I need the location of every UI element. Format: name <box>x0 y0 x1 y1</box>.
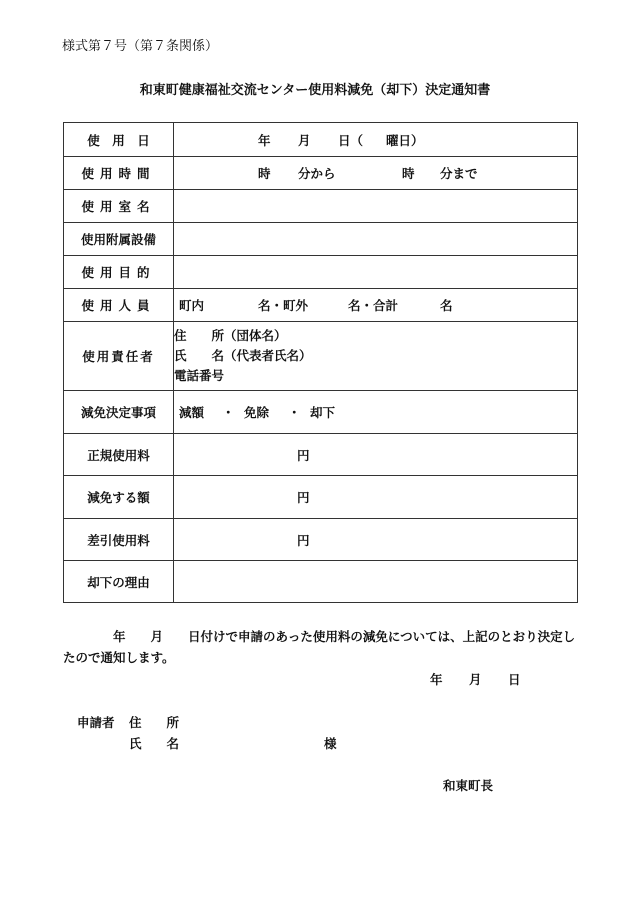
label-use-time: 使用時間 <box>64 157 174 190</box>
label-equipment: 使用附属設備 <box>64 223 174 256</box>
value-decision <box>174 391 578 434</box>
value-purpose <box>174 256 578 289</box>
reduction-unit: 円 <box>297 490 310 505</box>
label-responsible: 使用責任者 <box>64 322 174 391</box>
decision-reject: 却下 <box>310 405 336 420</box>
row-purpose <box>64 256 578 289</box>
net-fee-unit: 円 <box>297 532 310 548</box>
use-date-weekday: 曜日） <box>386 132 424 148</box>
regular-fee-unit: 円 <box>297 447 310 463</box>
issuer-title: 和東町長 <box>443 778 494 793</box>
row-equipment <box>64 223 578 256</box>
responsible-name: 氏 名（代表者氏名） <box>174 348 312 363</box>
attendees-outside: 名・町外 <box>258 298 309 313</box>
use-time-hour-to: 時 <box>402 166 415 181</box>
value-responsible <box>174 322 578 391</box>
attendees-total: 名・合計 <box>348 298 399 313</box>
row-reason <box>64 561 578 603</box>
row-decision <box>64 391 578 434</box>
label-reduction: 減免する額 <box>64 476 174 519</box>
row-responsible <box>64 322 578 391</box>
decision-reduce: 減額 <box>179 405 205 420</box>
value-reduction <box>174 476 578 519</box>
use-date-day: 日（ <box>338 132 364 148</box>
applicant-label: 申請者 <box>77 715 115 730</box>
notice-date-year: 年 <box>430 672 443 687</box>
value-regular-fee <box>174 434 578 476</box>
use-time-from: 分から <box>298 166 336 181</box>
value-reason <box>174 561 578 603</box>
label-decision: 減免決定事項 <box>64 391 174 434</box>
value-attendees <box>174 289 578 322</box>
row-reduction <box>64 476 578 519</box>
document-title: 和東町健康福祉交流センター使用料減免（却下）決定通知書 <box>139 83 491 98</box>
decision-separator-1: ・ <box>222 405 235 420</box>
notice-body: 年 月 日付けで申請のあった使用料の減免については、上記のとおり決定したので通知します。 <box>63 629 576 665</box>
label-use-date: 使 用 日 <box>64 123 174 157</box>
applicant-address-label: 住 所 <box>129 715 180 730</box>
form-number: 様式第７号（第７条関係） <box>62 39 219 54</box>
row-room <box>64 190 578 223</box>
row-attendees <box>64 289 578 322</box>
value-room <box>174 190 578 223</box>
value-use-time <box>174 157 578 190</box>
applicant-name-label: 氏 名 <box>129 736 180 751</box>
row-net-fee <box>64 519 578 561</box>
use-date-month: 月 <box>298 132 311 148</box>
use-date-year: 年 <box>258 132 271 148</box>
decision-exempt: 免除 <box>244 405 270 420</box>
row-regular-fee <box>64 434 578 476</box>
attendees-town: 町内 <box>179 298 205 313</box>
use-time-hour-from: 時 <box>258 166 271 181</box>
label-attendees: 使用人員 <box>64 289 174 322</box>
notice-date-month: 月 <box>469 672 482 687</box>
decision-separator-2: ・ <box>288 405 301 420</box>
decision-form-table <box>63 122 578 603</box>
responsible-address: 住 所（団体名） <box>174 328 287 343</box>
use-time-until: 分まで <box>440 166 478 181</box>
row-use-date <box>64 123 578 157</box>
value-net-fee <box>174 519 578 561</box>
applicant-honorific: 様 <box>324 736 337 751</box>
label-reason: 却下の理由 <box>64 561 174 603</box>
value-equipment <box>174 223 578 256</box>
responsible-phone: 電話番号 <box>174 368 225 383</box>
label-purpose: 使用目的 <box>64 256 174 289</box>
label-room: 使用室名 <box>64 190 174 223</box>
value-use-date <box>174 123 578 157</box>
label-net-fee: 差引使用料 <box>64 519 174 561</box>
notice-date-day: 日 <box>508 672 521 687</box>
attendees-end: 名 <box>440 298 453 313</box>
row-use-time <box>64 157 578 190</box>
label-regular-fee: 正規使用料 <box>64 434 174 476</box>
